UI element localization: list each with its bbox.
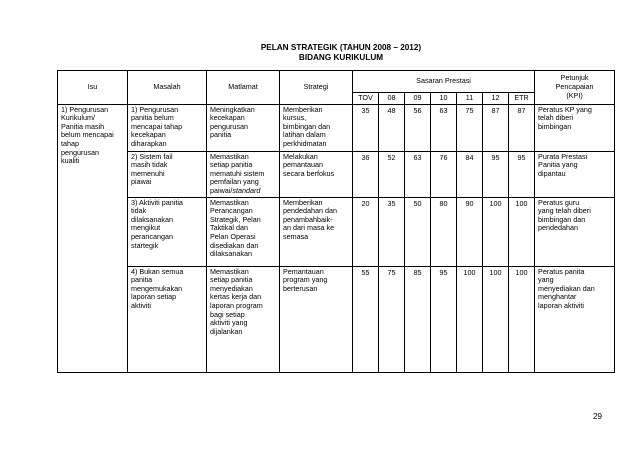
kpi-line: Peratus guru xyxy=(538,197,580,207)
strategi-line: semasa xyxy=(283,231,309,241)
header-year: 12 xyxy=(483,93,509,105)
kpi-line: pendedahan xyxy=(538,223,579,233)
matlamat-line: kertas kerja dan xyxy=(210,292,262,302)
kpi-line: laporan aktiviti xyxy=(538,300,584,310)
target-value: 95 xyxy=(483,151,509,197)
strategi-line: secara berfokus xyxy=(283,168,335,178)
masalah-line: panitia xyxy=(131,275,153,285)
matlamat-line: dilaksanakan xyxy=(210,249,252,259)
masalah-cell xyxy=(128,151,207,197)
isu-line: Kurikulum/ xyxy=(61,113,95,123)
target-value: 20 xyxy=(353,197,379,266)
header-sasaran-prestasi: Sasaran Prestasi xyxy=(353,71,535,93)
strategic-plan-table xyxy=(57,70,615,373)
kpi-line: dipantau xyxy=(538,168,566,178)
target-value: 100 xyxy=(509,197,535,266)
kpi-cell xyxy=(535,151,615,197)
strategi-line: Melakukan xyxy=(283,151,318,161)
target-value: 100 xyxy=(509,266,535,372)
isu-line: Panitia masih xyxy=(61,121,105,131)
masalah-line: perancangan xyxy=(131,231,173,241)
target-value: 90 xyxy=(457,197,483,266)
matlamat-line: setiap panitia xyxy=(210,275,253,285)
strategi-line: bimbingan dan xyxy=(283,121,331,131)
table-row xyxy=(58,197,615,266)
masalah-line: laporan setiap xyxy=(131,292,177,302)
matlamat-cell xyxy=(207,197,280,266)
target-value: 35 xyxy=(353,104,379,151)
target-value: 80 xyxy=(431,197,457,266)
isu-line: 1) Pengurusan xyxy=(61,104,109,114)
masalah-line: diharapkan xyxy=(131,138,167,148)
header-kpi-line: Petunjuk xyxy=(560,73,589,83)
matlamat-line: panitia xyxy=(210,130,232,140)
kpi-cell xyxy=(535,197,615,266)
header-year: 09 xyxy=(405,93,431,105)
kpi-line: yang telah diberi xyxy=(538,206,591,216)
target-value: 56 xyxy=(405,104,431,151)
target-value: 85 xyxy=(405,266,431,372)
matlamat-line: Pelan Operasi xyxy=(210,231,256,241)
header-year: 11 xyxy=(457,93,483,105)
isu-line: pengurusan xyxy=(61,147,99,157)
header-kpi xyxy=(535,71,615,105)
strategi-cell xyxy=(280,266,353,372)
masalah-cell xyxy=(128,197,207,266)
masalah-line: 4) Bukan semua xyxy=(131,266,184,276)
strategi-cell xyxy=(280,151,353,197)
strategi-cell xyxy=(280,104,353,151)
kpi-line: telah diberi xyxy=(538,113,574,123)
strategi-line: kursus, xyxy=(283,113,307,123)
header-year: 10 xyxy=(431,93,457,105)
kpi-line: Peratus KP yang xyxy=(538,104,592,114)
masalah-line: piawai xyxy=(131,177,152,187)
strategi-line: an dari masa ke xyxy=(283,223,335,233)
masalah-line: 1) Pengurusan xyxy=(131,104,179,114)
matlamat-line: laporan program xyxy=(210,300,263,310)
matlamat-italic-text: standard xyxy=(232,185,261,195)
target-value: 55 xyxy=(353,266,379,372)
target-value: 95 xyxy=(509,151,535,197)
header-matlamat: Matlamat xyxy=(207,71,280,105)
kpi-line: Purata Prestasi xyxy=(538,151,588,161)
target-value: 84 xyxy=(457,151,483,197)
masalah-line: tidak xyxy=(131,206,147,216)
masalah-cell xyxy=(128,104,207,151)
masalah-line: masih tidak xyxy=(131,160,168,170)
target-value: 95 xyxy=(431,266,457,372)
table-row xyxy=(58,151,615,197)
matlamat-text: paiwai/ xyxy=(210,185,233,195)
table-row xyxy=(58,266,615,372)
kpi-line: bimbingan xyxy=(538,121,572,131)
masalah-line: kecekapan xyxy=(131,130,166,140)
header-kpi-line: Pencapaian xyxy=(555,82,594,91)
header-kpi-line: (KPI) xyxy=(566,90,583,100)
page-number: 29 xyxy=(593,412,602,421)
matlamat-line: dijalankan xyxy=(210,326,243,336)
matlamat-line: pemfailan yang xyxy=(210,177,259,187)
strategi-line: perkhidmatan xyxy=(283,138,327,148)
target-value: 52 xyxy=(379,151,405,197)
isu-line: tahap xyxy=(61,138,79,148)
strategi-line: Memberikan xyxy=(283,197,323,207)
header-strategi: Strategi xyxy=(280,71,353,105)
strategi-line: pemantauan xyxy=(283,160,323,170)
masalah-cell xyxy=(128,266,207,372)
matlamat-line: disediakan dan xyxy=(210,240,259,250)
target-value: 36 xyxy=(353,151,379,197)
target-value: 75 xyxy=(379,266,405,372)
matlamat-line: mematuhi sistem xyxy=(210,168,265,178)
matlamat-line: kecekapan xyxy=(210,113,245,123)
target-value: 75 xyxy=(457,104,483,151)
matlamat-line: Memastikan xyxy=(210,151,249,161)
strategi-line: berterusan xyxy=(283,283,318,293)
strategi-line: latihan dalam xyxy=(283,130,326,140)
kpi-cell xyxy=(535,266,615,372)
isu-line: kualiti xyxy=(61,156,80,166)
matlamat-line: bagi setiap xyxy=(210,309,245,319)
matlamat-line: Memastikan xyxy=(210,266,249,276)
kpi-line: bimbingan dan xyxy=(538,214,586,224)
strategi-line: pendedahan dan xyxy=(283,206,337,216)
target-value: 63 xyxy=(405,151,431,197)
kpi-line: Panitia yang xyxy=(538,160,578,170)
strategi-line: Pemantauan xyxy=(283,266,324,276)
masalah-line: mencapai tahap xyxy=(131,121,183,131)
matlamat-line xyxy=(210,187,276,196)
masalah-line: aktiviti xyxy=(131,300,151,310)
target-value: 100 xyxy=(483,266,509,372)
target-value: 48 xyxy=(379,104,405,151)
matlamat-line: menyediakan xyxy=(210,283,253,293)
target-value: 87 xyxy=(509,104,535,151)
masalah-line: dilaksanakan xyxy=(131,214,173,224)
masalah-line: panitia belum xyxy=(131,113,174,123)
masalah-line: 3) Aktiviti panitia xyxy=(131,197,183,207)
matlamat-line: Strategik, Pelan xyxy=(210,214,261,224)
isu-cell xyxy=(58,104,128,372)
strategi-line: program yang xyxy=(283,275,328,285)
matlamat-line: Memastikan xyxy=(210,197,249,207)
kpi-line: menghantar xyxy=(538,292,577,302)
strategi-line: Memberikan xyxy=(283,104,323,114)
header-masalah: Masalah xyxy=(128,71,207,105)
header-year: TOV xyxy=(353,93,379,105)
strategi-cell xyxy=(280,197,353,266)
header-isu: Isu xyxy=(58,71,128,105)
matlamat-line: setiap panitia xyxy=(210,160,253,170)
target-value: 35 xyxy=(379,197,405,266)
matlamat-line: Perancangan xyxy=(210,206,253,216)
header-year: 08 xyxy=(379,93,405,105)
masalah-line: startegik xyxy=(131,240,159,250)
masalah-line: memenuhi xyxy=(131,168,165,178)
target-value: 100 xyxy=(483,197,509,266)
masalah-line: mengemukakan xyxy=(131,283,183,293)
matlamat-line: pengurusan xyxy=(210,121,248,131)
target-value: 76 xyxy=(431,151,457,197)
matlamat-cell xyxy=(207,151,280,197)
strategi-line: penambahbaik- xyxy=(283,214,333,224)
kpi-line: Peratus panita xyxy=(538,266,585,276)
target-value: 50 xyxy=(405,197,431,266)
target-value: 63 xyxy=(431,104,457,151)
target-value: 100 xyxy=(457,266,483,372)
matlamat-line: Taktikal dan xyxy=(210,223,248,233)
matlamat-cell xyxy=(207,104,280,151)
target-value: 87 xyxy=(483,104,509,151)
masalah-line: 2) Sistem fail xyxy=(131,151,173,161)
header-year: ETR xyxy=(509,93,535,105)
kpi-line: menyediakan dan xyxy=(538,283,595,293)
table-row xyxy=(58,104,615,151)
matlamat-line: Meningkatkan xyxy=(210,104,255,114)
isu-line: belum mencapai xyxy=(61,130,114,140)
document-subtitle: BIDANG KURIKULUM xyxy=(298,53,384,62)
document-title: PELAN STRATEGIK (TAHUN 2008 – 2012) xyxy=(260,43,422,52)
kpi-cell xyxy=(535,104,615,151)
matlamat-cell xyxy=(207,266,280,372)
masalah-line: mengikut xyxy=(131,223,161,233)
matlamat-line: aktiviti yang xyxy=(210,318,248,328)
kpi-line: yang xyxy=(538,275,554,285)
